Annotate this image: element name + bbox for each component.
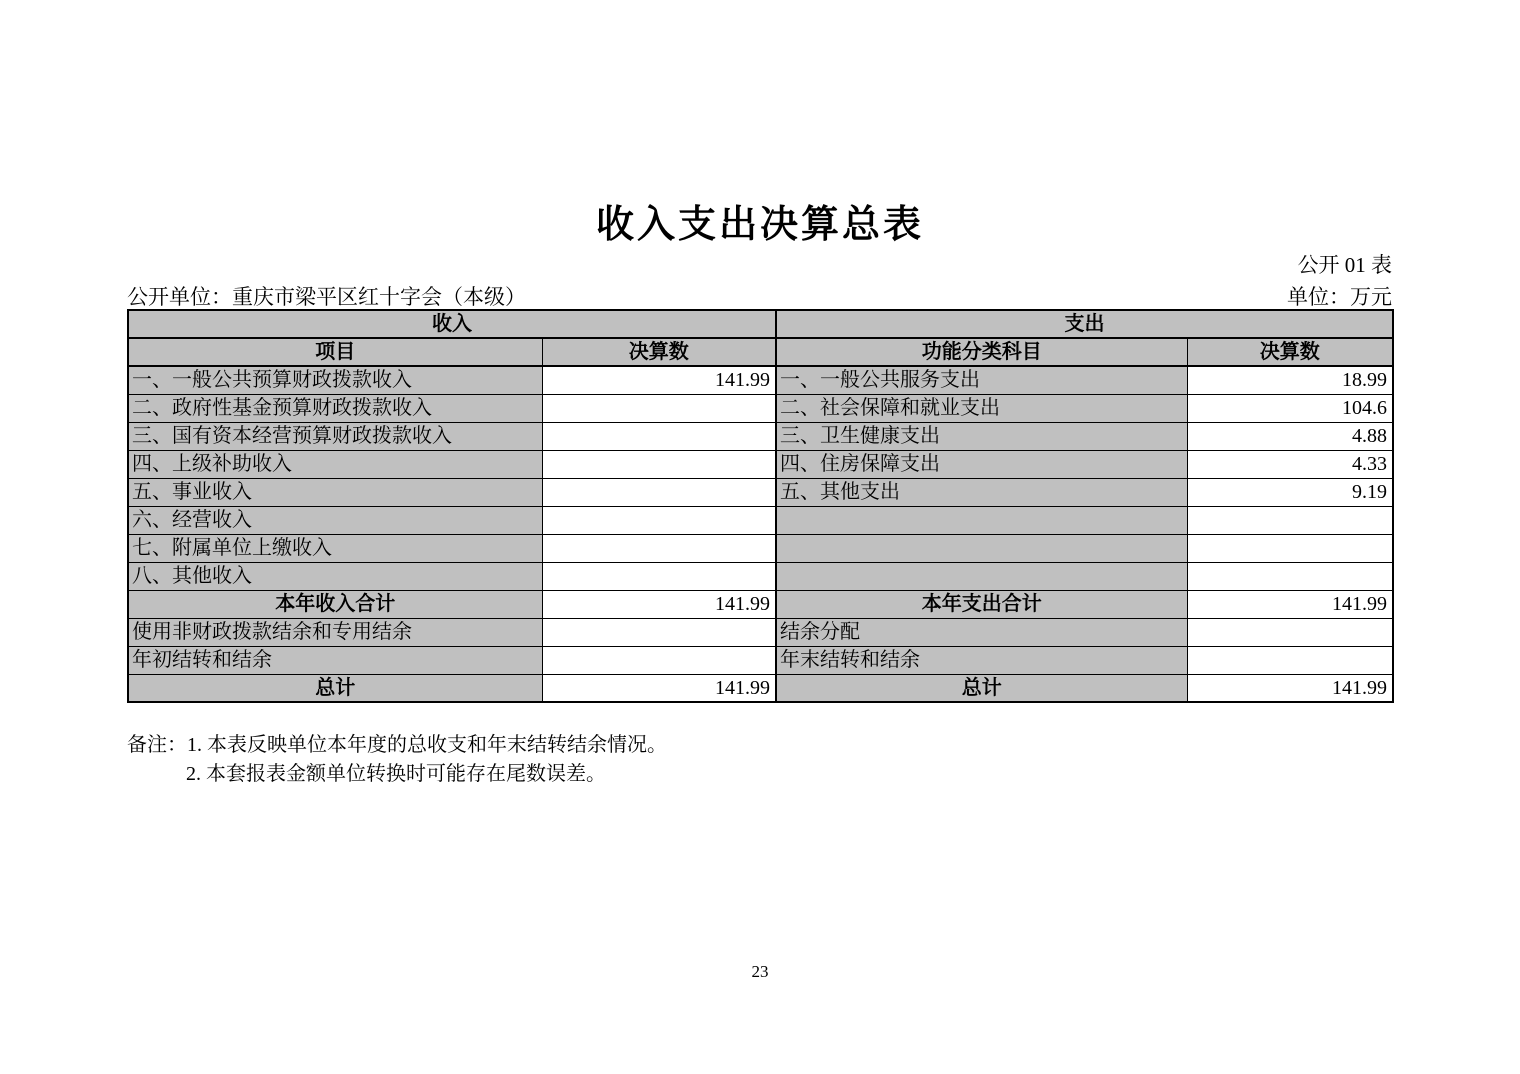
- table-row: [128, 450, 1393, 478]
- expense-item-cell: [776, 562, 1187, 590]
- income-item-cell: 三、国有资本经营预算财政拨款收入: [128, 422, 542, 450]
- expense-item-cell: 本年支出合计: [776, 590, 1187, 618]
- income-section-header: 收入: [128, 310, 776, 338]
- income-item-cell: 四、上级补助收入: [128, 450, 542, 478]
- income-value-cell: [542, 478, 776, 506]
- note-line-2: 2. 本套报表金额单位转换时可能存在尾数误差。: [186, 763, 606, 785]
- annual-total-row: [128, 590, 1393, 618]
- expense-item-cell: [776, 506, 1187, 534]
- expense-value-cell: 104.6: [1187, 394, 1393, 422]
- expense-value-cell: [1187, 562, 1393, 590]
- notes: [127, 731, 667, 789]
- income-value-cell: [542, 646, 776, 674]
- expense-item-cell: 结余分配: [776, 618, 1187, 646]
- income-item-cell: 五、事业收入: [128, 478, 542, 506]
- income-value-cell: [542, 618, 776, 646]
- expense-item-cell: 年末结转和结余: [776, 646, 1187, 674]
- meta-row: [127, 281, 1392, 311]
- income-value-header: 决算数: [542, 338, 776, 366]
- expense-value-cell: [1187, 646, 1393, 674]
- expense-value-cell: 141.99: [1187, 590, 1393, 618]
- page-title: 收入支出决算总表: [595, 204, 924, 246]
- expense-item-cell: 二、社会保障和就业支出: [776, 394, 1187, 422]
- income-item-cell: 七、附属单位上缴收入: [128, 534, 542, 562]
- note-line-1: 备注：1. 本表反映单位本年度的总收支和年末结转结余情况。: [127, 734, 667, 756]
- income-value-cell: 141.99: [542, 590, 776, 618]
- table-row: [128, 618, 1393, 646]
- table-row: [128, 478, 1393, 506]
- section-header-row: [128, 310, 1393, 338]
- expense-item-cell: 总计: [776, 674, 1187, 702]
- income-value-cell: [542, 534, 776, 562]
- grand-total-row: [128, 674, 1393, 702]
- expense-value-cell: [1187, 618, 1393, 646]
- expense-value-cell: [1187, 506, 1393, 534]
- budget-table: [127, 309, 1394, 703]
- expense-item-cell: 一、一般公共服务支出: [776, 366, 1187, 394]
- page-number: 23: [751, 962, 769, 981]
- table-row: [128, 366, 1393, 394]
- expense-item-cell: [776, 534, 1187, 562]
- table-row: [128, 506, 1393, 534]
- table-code-label: 公开 01 表: [1297, 253, 1392, 277]
- expense-value-cell: 18.99: [1187, 366, 1393, 394]
- income-item-cell: 二、政府性基金预算财政拨款收入: [128, 394, 542, 422]
- table-row: [128, 646, 1393, 674]
- income-item-cell: 使用非财政拨款结余和专用结余: [128, 618, 542, 646]
- disclosure-unit-label: 公开单位：重庆市梁平区红十字会（本级）: [127, 285, 526, 309]
- income-item-cell: 本年收入合计: [128, 590, 542, 618]
- income-value-cell: [542, 506, 776, 534]
- income-value-cell: 141.99: [542, 674, 776, 702]
- income-item-cell: 总计: [128, 674, 542, 702]
- income-value-cell: [542, 450, 776, 478]
- expense-item-cell: 五、其他支出: [776, 478, 1187, 506]
- column-header-row: [128, 338, 1393, 366]
- currency-unit-label: 单位：万元: [1287, 285, 1392, 309]
- table-row: [128, 422, 1393, 450]
- income-item-header: 项目: [128, 338, 542, 366]
- expense-value-cell: [1187, 534, 1393, 562]
- income-item-cell: 年初结转和结余: [128, 646, 542, 674]
- expense-value-cell: 4.88: [1187, 422, 1393, 450]
- income-value-cell: 141.99: [542, 366, 776, 394]
- income-value-cell: [542, 562, 776, 590]
- expense-section-header: 支出: [776, 310, 1393, 338]
- expense-value-cell: 4.33: [1187, 450, 1393, 478]
- expense-value-header: 决算数: [1187, 338, 1393, 366]
- income-item-cell: 一、一般公共预算财政拨款收入: [128, 366, 542, 394]
- expense-item-cell: 四、住房保障支出: [776, 450, 1187, 478]
- expense-value-cell: 141.99: [1187, 674, 1393, 702]
- income-value-cell: [542, 394, 776, 422]
- income-value-cell: [542, 422, 776, 450]
- table-row: [128, 534, 1393, 562]
- expense-item-cell: 三、卫生健康支出: [776, 422, 1187, 450]
- table-row: [128, 394, 1393, 422]
- expense-item-header: 功能分类科目: [776, 338, 1187, 366]
- income-item-cell: 八、其他收入: [128, 562, 542, 590]
- table-row: [128, 562, 1393, 590]
- income-item-cell: 六、经营收入: [128, 506, 542, 534]
- expense-value-cell: 9.19: [1187, 478, 1393, 506]
